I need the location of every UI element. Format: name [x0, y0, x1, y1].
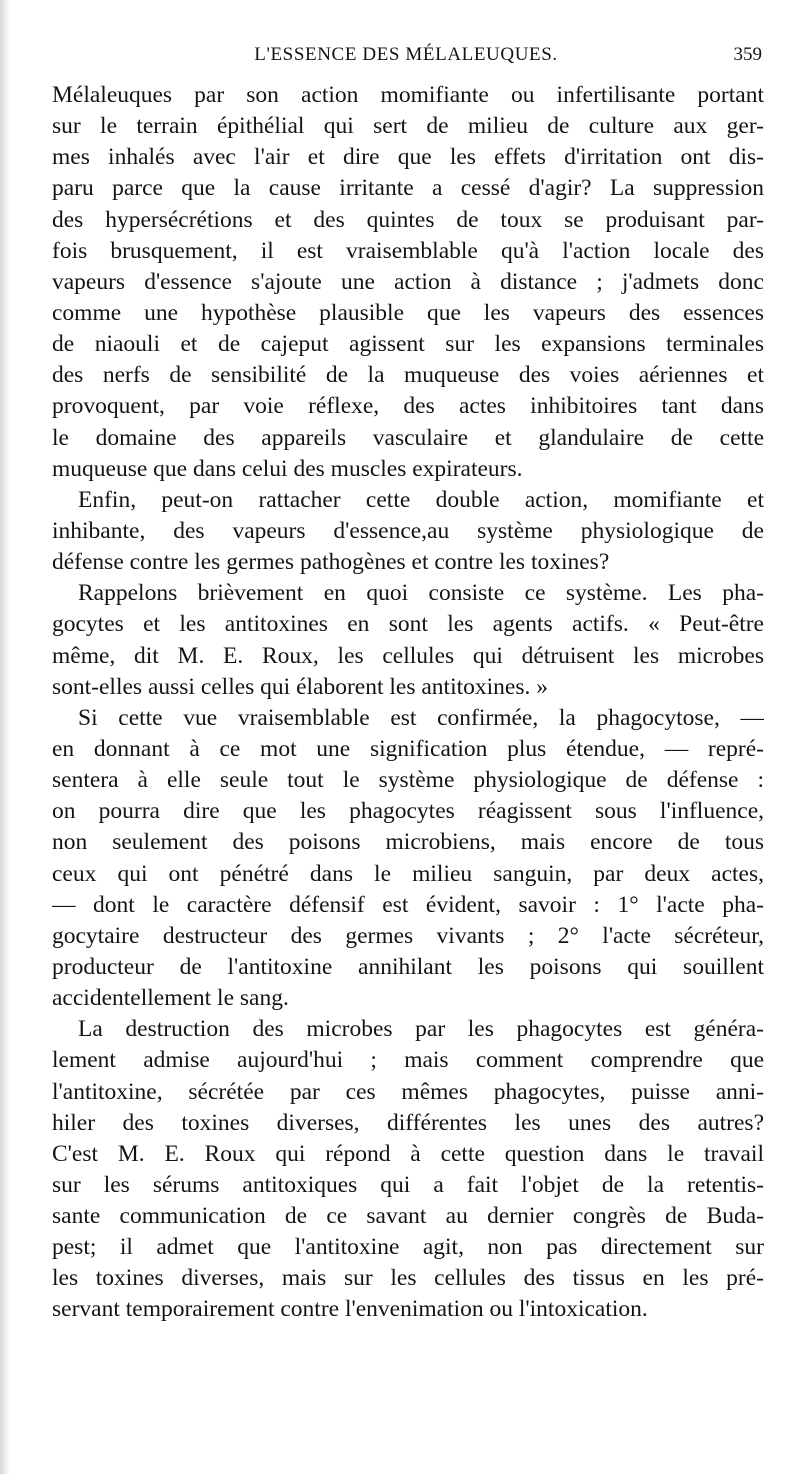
text-line: pest; il admet que l'antitoxine agit, non pas directement sur	[52, 1234, 764, 1261]
text-line: servant temporairement contre l'envenimation ou l'intoxication.	[52, 1296, 648, 1323]
text-line: lement admise aujourd'hui ; mais comment comprendre que	[52, 1047, 764, 1074]
text-line: défense contre les germes pathogènes et contre les toxines?	[52, 549, 610, 576]
text-line: gocytes et les antitoxines en sont les agents actifs. « Peut-être	[52, 611, 764, 638]
text-line: muqueuse que dans celui des muscles expirateurs.	[52, 455, 523, 482]
text-line: fois brusquement, il est vraisemblable qu'à l'action locale des	[52, 237, 764, 264]
text-line: de niaouli et de cajeput agissent sur les expansions terminales	[52, 331, 764, 358]
text-line: La destruction des microbes par les phagocytes est généra-	[78, 1016, 764, 1043]
text-line: même, dit M. E. Roux, les cellules qui détruisent les microbes	[52, 642, 764, 669]
text-line: gocytaire destructeur des germes vivants ; 2° l'acte sécréteur,	[52, 922, 764, 949]
text-line: producteur de l'antitoxine annihilant les poisons qui souillent	[52, 953, 764, 980]
text-line: hiler des toxines diverses, différentes les unes des autres?	[52, 1109, 764, 1136]
text-line: sante communication de ce savant au dernier congrès de Buda-	[52, 1203, 764, 1230]
text-line: — dont le caractère défensif est évident, savoir : 1° l'acte pha-	[52, 891, 764, 918]
text-line: les toxines diverses, mais sur les cellules des tissus en les pré-	[52, 1265, 764, 1292]
page-number: 359	[733, 44, 762, 65]
running-title: L'ESSENCE DES MÉLALEUQUES.	[254, 44, 558, 65]
text-line: le domaine des appareils vasculaire et glandulaire de cette	[52, 424, 764, 451]
text-line: des hypersécrétions et des quintes de toux se produisant par-	[52, 206, 764, 233]
text-line: Enfin, peut-on rattacher cette double action, momifiante et	[78, 486, 764, 513]
text-line: Mélaleuques par son action momifiante ou infertilisante portant	[52, 82, 764, 108]
text-line: inhibante, des vapeurs d'essence,au système physiologique de	[52, 517, 764, 544]
text-line: C'est M. E. Roux qui répond à cette question dans le travail	[52, 1140, 764, 1167]
text-line: sur le terrain épithélial qui sert de milieu de culture aux ger-	[52, 113, 764, 140]
text-line: Si cette vue vraisemblable est confirmée, la phagocytose, —	[78, 704, 764, 731]
body-text	[52, 80, 764, 1450]
text-line: l'antitoxine, sécrétée par ces mêmes phagocytes, puisse anni-	[52, 1078, 764, 1105]
text-line: accidentellement le sang.	[52, 985, 289, 1012]
text-line: en donnant à ce mot une signification plus étendue, — repré-	[52, 735, 764, 762]
text-line: des nerfs de sensibilité de la muqueuse des voies aériennes et	[52, 362, 764, 389]
running-header	[50, 44, 762, 74]
page-edge-shadow	[0, 0, 10, 1474]
text-line: non seulement des poisons microbiens, mais encore de tous	[52, 829, 764, 856]
text-line: comme une hypothèse plausible que les vapeurs des essences	[52, 299, 764, 326]
text-line: provoquent, par voie réflexe, des actes inhibitoires tant dans	[52, 393, 764, 420]
text-line: sentera à elle seule tout le système physiologique de défense :	[52, 767, 764, 794]
text-line: mes inhalés avec l'air et dire que les effets d'irritation ont dis-	[52, 144, 764, 171]
text-line: sur les sérums antitoxiques qui a fait l'objet de la retentis-	[52, 1171, 764, 1198]
text-line: on pourra dire que les phagocytes réagissent sous l'influence,	[52, 798, 764, 825]
text-line: ceux qui ont pénétré dans le milieu sanguin, par deux actes,	[52, 860, 764, 887]
text-line: paru parce que la cause irritante a cessé d'agir? La suppression	[52, 175, 764, 202]
text-line: Rappelons brièvement en quoi consiste ce système. Les pha-	[78, 580, 764, 607]
text-line: vapeurs d'essence s'ajoute une action à distance ; j'admets donc	[52, 268, 764, 295]
text-line: sont-elles aussi celles qui élaborent les antitoxines. »	[52, 673, 548, 700]
